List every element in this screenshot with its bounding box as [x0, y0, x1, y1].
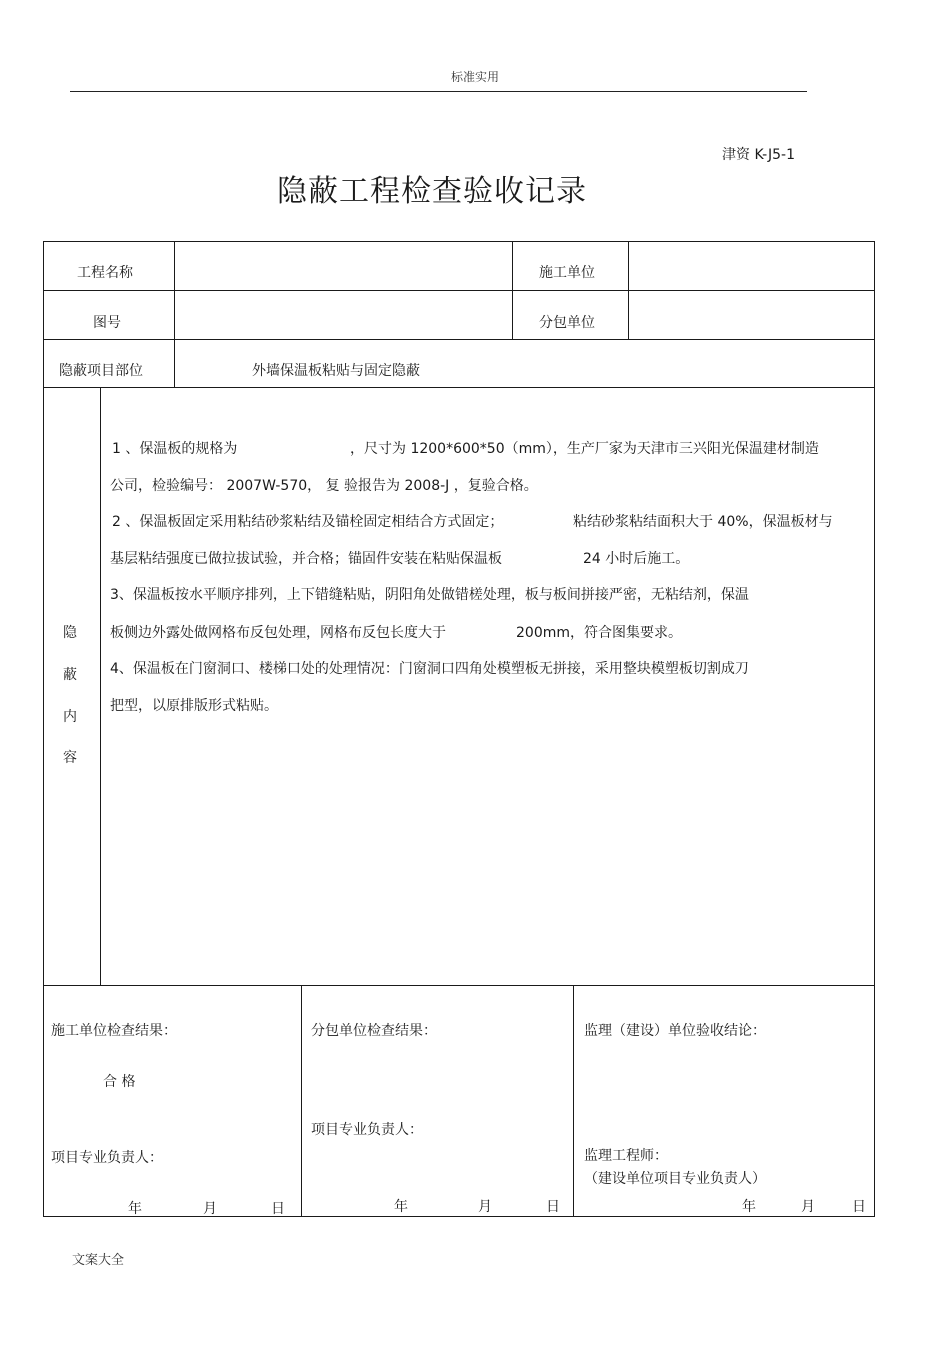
sign-col2-person: 项目专业负责人：: [311, 1122, 423, 1138]
sign-col3-month: 月: [801, 1199, 815, 1215]
page-footer: 文案大全: [72, 1253, 125, 1268]
sign-col2-month: 月: [478, 1199, 492, 1215]
header-rule: [70, 91, 807, 92]
row-line-2: [43, 339, 875, 340]
sign-col2-title: 分包单位检查结果：: [311, 1023, 437, 1039]
sign-col1-month: 月: [203, 1201, 217, 1217]
sign-col2-year: 年: [394, 1199, 408, 1215]
content-line-3a: 2 、保温板固定采用粘结砂浆粘结及锚栓固定相结合方式固定；: [112, 514, 504, 530]
sign-col1-result: 合 格: [103, 1074, 136, 1090]
label-construction-unit: 施工单位: [539, 265, 595, 281]
content-line-4b: 24 小时后施工。: [583, 551, 690, 567]
col-line-section: [100, 387, 101, 986]
content-line-7: 4、保温板在门窗洞口、楼梯口处的处理情况：门窗洞口四角处模塑板无拼接，采用整块模塑板切割成刀: [110, 661, 749, 677]
col-line-right: [628, 241, 629, 340]
sign-col3-title: 监理（建设）单位验收结论：: [584, 1023, 766, 1039]
table-top-border: [43, 241, 875, 242]
section-label-char: 隐: [63, 625, 77, 641]
form-code: 津资 K-J5-1: [722, 147, 795, 163]
sign-col3-person-note: （建设单位项目专业负责人）: [584, 1171, 766, 1187]
label-project-name: 工程名称: [77, 265, 133, 281]
sign-col1-year: 年: [128, 1201, 142, 1217]
sign-col1-person: 项目专业负责人：: [51, 1150, 163, 1166]
content-line-8: 把型，以原排版形式粘贴。: [110, 698, 278, 714]
content-line-1a: 1 、保温板的规格为: [112, 441, 238, 457]
sign-col3-year: 年: [742, 1199, 756, 1215]
content-line-6a: 板侧边外露处做网格布反包处理，网格布反包长度大于: [110, 625, 446, 641]
section-label-char: 容: [63, 750, 77, 766]
value-concealed-part: 外墙保温板粘贴与固定隐蔽: [252, 363, 420, 379]
label-subcontract-unit: 分包单位: [539, 315, 595, 331]
sign-col1-day: 日: [271, 1201, 285, 1217]
col-line-sign-2: [573, 985, 574, 1217]
content-line-5: 3、保温板按水平顺序排列，上下错缝粘贴，阴阳角处做错槎处理，板与板间拼接严密，无粘结剂，保温: [110, 587, 749, 603]
page-title: 隐蔽工程检查验收记录: [277, 174, 587, 209]
sign-col3-day: 日: [852, 1199, 866, 1215]
label-concealed-part: 隐蔽项目部位: [59, 363, 143, 379]
sign-col2-day: 日: [546, 1199, 560, 1215]
row-line-4: [43, 985, 875, 986]
row-line-3: [43, 387, 875, 388]
content-line-3b: 粘结砂浆粘结面积大于 40%，保温板材与: [573, 514, 833, 530]
label-drawing-number: 图号: [93, 315, 121, 331]
sign-col1-title: 施工单位检查结果：: [51, 1023, 177, 1039]
col-line-label: [174, 241, 175, 388]
sign-col3-person: 监理工程师：: [584, 1148, 668, 1164]
col-line-mid: [512, 241, 513, 340]
content-line-4a: 基层粘结强度已做拉拔试验，并合格；锚固件安装在粘贴保温板: [110, 551, 502, 567]
table-bottom-border: [43, 1216, 875, 1217]
content-line-2: 公司，检验编号： 2007W-570， 复 验报告为 2008-J ，复验合格。: [110, 478, 538, 494]
section-label-char: 蔽: [63, 667, 77, 683]
section-label-char: 内: [63, 709, 77, 725]
page-header: 标准实用: [450, 70, 499, 84]
col-line-sign-1: [301, 985, 302, 1217]
row-line-1: [43, 290, 875, 291]
content-line-6b: 200mm，符合图集要求。: [516, 625, 682, 641]
content-line-1b: ，尺寸为 1200*600*50（mm），生产厂家为天津市三兴阳光保温建材制造: [350, 441, 819, 457]
